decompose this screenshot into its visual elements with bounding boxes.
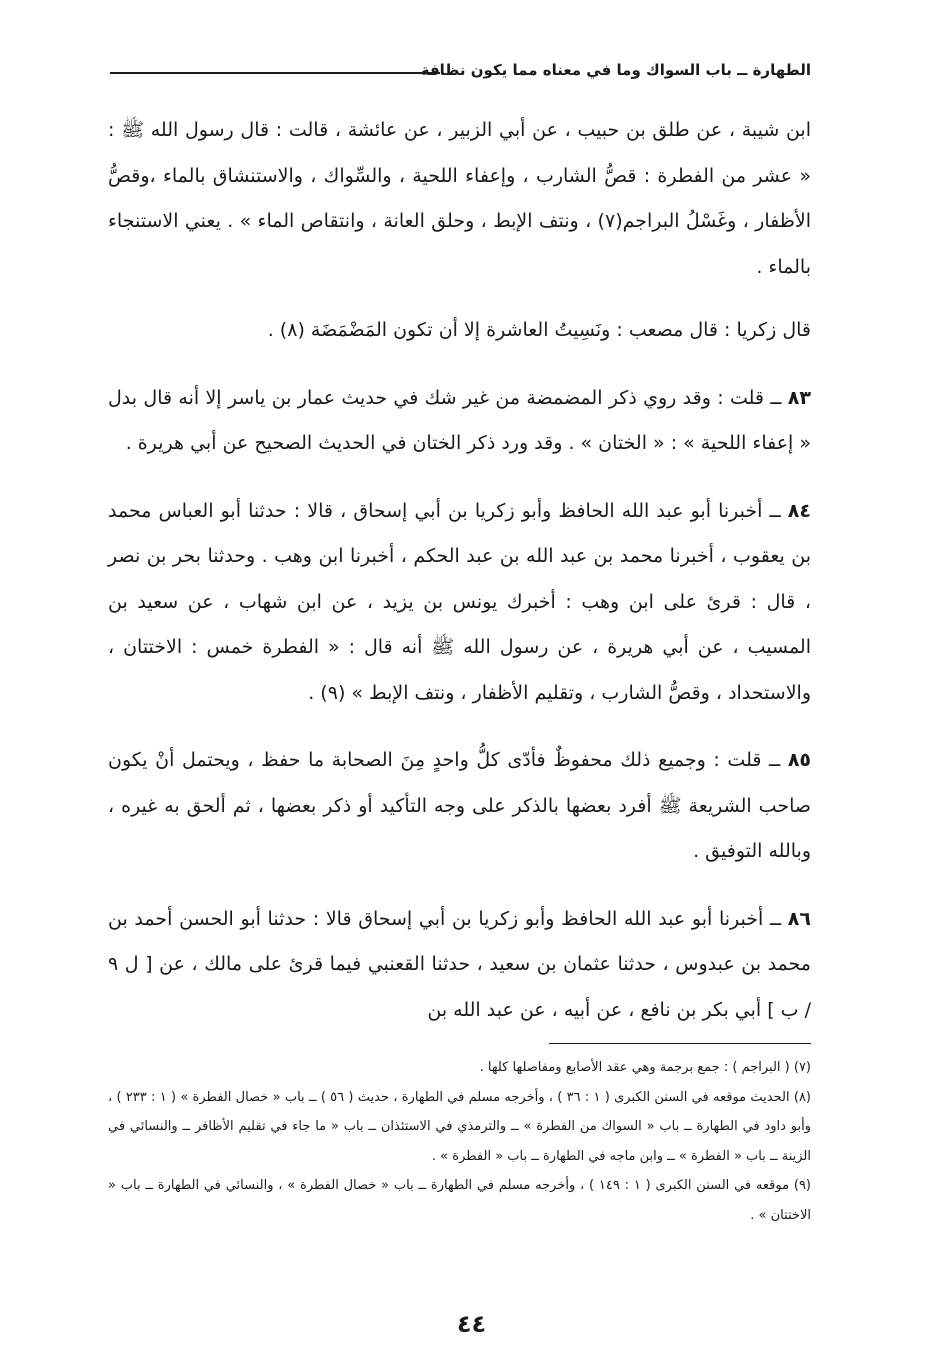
paragraph (108, 308, 811, 354)
footnote-9: (٩) موقعه في السنن الكبرى ( ١ : ١٤٩ ) ، وأخرجه مسلم في الطهارة ــ باب « خصال الفطرة » ، والنسائي في الطهارة ــ باب « الاختتان » . (108, 1178, 811, 1223)
paragraph-number: ٨٣ (787, 386, 811, 409)
page-number: ٤٤ (456, 1310, 487, 1338)
paragraph (108, 108, 811, 290)
paragraph-number: ٨٦ (787, 907, 811, 930)
paragraph-text: ــ أخبرنا أبو عبد الله الحافظ وأبو زكريا بن أبي إسحاق قالا : حدثنا أبو الحسن أحمد بن محمد بن عبدوس ، حدثنا عثمان بن سعيد ، حدثنا القعنبي فيما قرئ على مالك ، عن [ ل ٩ / ب ] أبي بكر بن نافع ، عن أبيه ، عن عبد الله بن (108, 907, 811, 1021)
paragraph-text: قال زكريا : قال مصعب : ونَسِيتُ العاشرة إلا أن تكون المَضْمَضَة (٨) . (267, 319, 811, 341)
footnote-separator (549, 1043, 811, 1044)
paragraph-text: ــ قلت : وجميع ذلك محفوظٌ فأدّى كلُّ واحدٍ مِنَ الصحابة ما حفظ ، ويحتمل أنْ يكون صاحب الشريعة ﷺ أفرد بعضها بالذكر على وجه التأكيد أو ذكر بعضها ، ثم ألحق به غيره ، وبالله التوفيق . (108, 749, 811, 862)
paragraph-83 (108, 376, 811, 467)
paragraph-number: ٨٤ (787, 499, 811, 522)
paragraph-number: ٨٥ (787, 749, 812, 771)
running-header (110, 52, 811, 88)
running-title: الطهارة ــ باب السواك وما في معناه مما يكون نظافة (420, 61, 811, 79)
paragraph-85 (108, 738, 811, 875)
paragraph-text: ــ أخبرنا أبو عبد الله الحافظ وأبو زكريا بن أبي إسحاق ، قالا : حدثنا أبو العباس محمد بن يعقوب ، أخبرنا محمد بن عبد الله بن عبد الحكم ، أخبرنا ابن وهب . وحدثنا بحر بن نصر ، قال : قرئ على ابن وهب : أخبرك يونس بن يزيد ، عن ابن شهاب ، عن سعيد بن المسيب ، عن أبي هريرة ، عن رسول الله ﷺ أنه قال : « الفطرة خمس : الاختتان ، والاستحداد ، وقصُّ الشارب ، وتقليم الأظفار ، ونتف الإبط » (٩) . (108, 499, 811, 704)
footnote-7: (٧) ( البراجم ) : جمع برجمة وهي عقد الأصابع ومفاصلها كلها . (479, 1060, 811, 1075)
paragraph-86 (108, 897, 811, 1034)
paragraph-text: ابن شيبة ، عن طلق بن حبيب ، عن أبي الزبير ، عن عائشة ، قالت : قال رسول الله ﷺ : « عشر من الفطرة : قصُّ الشارب ، وإعفاء اللحية ، والسِّواك ، والاستنشاق بالماء ،وقصُّ الأظفار ، وغَسْلُ البراجم(٧) ، ونتف الإبط ، وحلق العانة ، وانتقاص الماء » . يعني الاستنجاء بالماء . (108, 119, 811, 278)
paragraph-84 (108, 489, 811, 717)
paragraph-text: ــ قلت : وقد روي ذكر المضمضة من غير شك في حديث عمار بن ياسر إلا أنه قال بدل « إعفاء اللحية » : « الختان » . وقد ورد ذكر الختان في الحديث الصحيح عن أبي هريرة . (108, 386, 811, 454)
main-text (108, 108, 811, 1055)
header-rule (110, 72, 440, 74)
footnotes (108, 1053, 811, 1230)
footnote-8: (٨) الحديث موقعه في السنن الكبرى ( ١ : ٣٦ ) ، وأخرجه مسلم في الطهارة ، حديث ( ٥٦ ) ــ باب « خصال الفطرة » ( ١ : ٢٣٣ ) ، وأبو داود في الطهارة ــ باب « السواك من الفطرة » ــ والترمذي في الاستئذان ــ باب « ما جاء في تقليم الأظافر ــ والنسائي في الزينة ــ باب « الفطرة » ــ وابن ماجه في الطهارة ــ باب « الفطرة » . (108, 1089, 811, 1164)
